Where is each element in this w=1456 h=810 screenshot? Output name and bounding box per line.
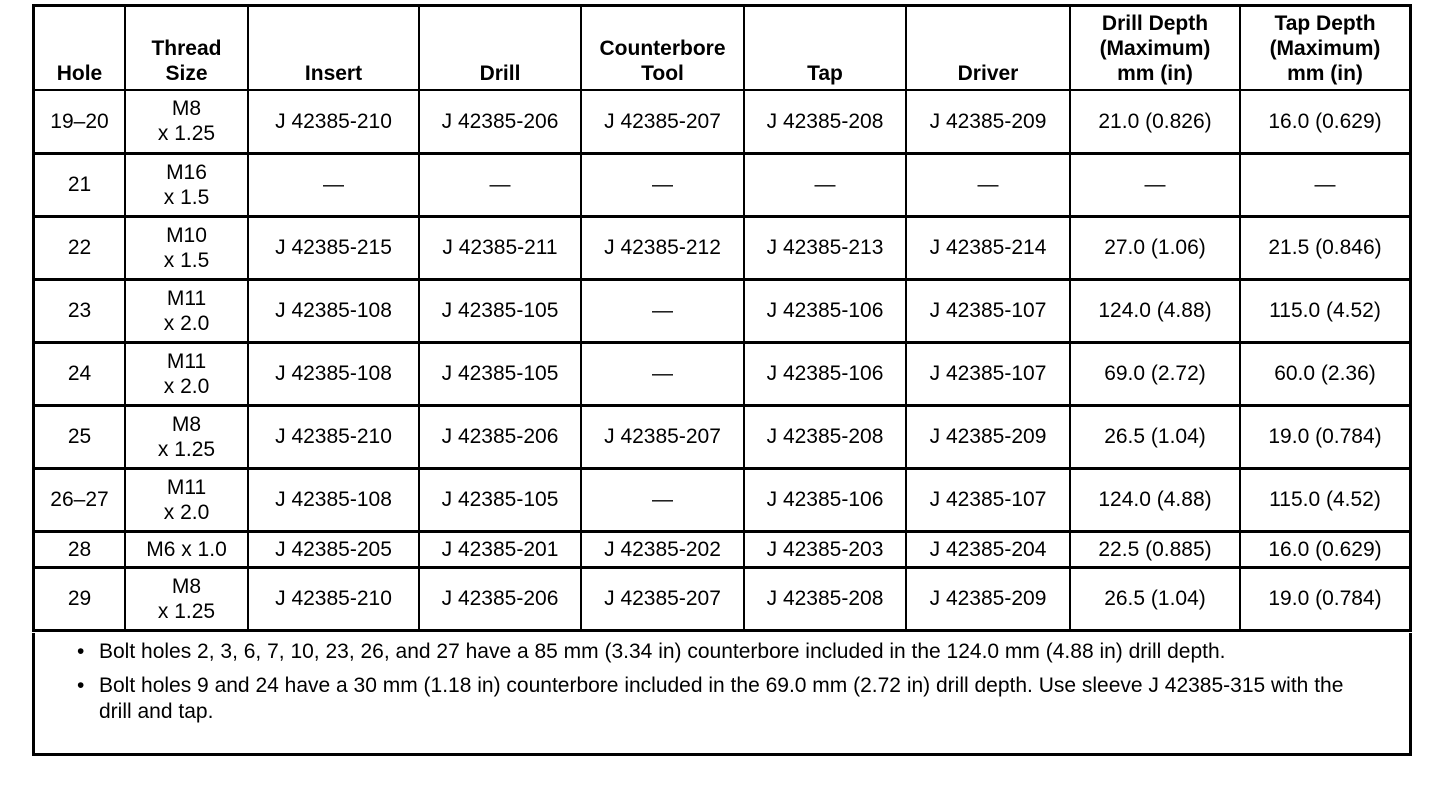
cell-value: 19–20: [50, 109, 109, 133]
cell-value: 19.0 (0.784): [1268, 425, 1382, 448]
table-row: [35, 153, 1409, 216]
driver-cell: [906, 531, 1070, 567]
cell-value: J 42385-205: [275, 537, 392, 561]
header-line: mm (in): [1117, 62, 1193, 85]
hole-cell: [35, 567, 125, 630]
hole-cell: [35, 531, 125, 567]
counterbore-cell: [581, 342, 744, 405]
cell-value: —: [652, 362, 673, 385]
cell-value: J 42385-207: [604, 425, 721, 448]
cell-value: J 42385-215: [275, 236, 392, 259]
cell-value: J 42385-206: [441, 109, 559, 133]
cell-value: J 42385-208: [766, 425, 884, 448]
cell-value: J 42385-211: [442, 236, 558, 259]
tap-depth-cell: [1240, 405, 1409, 468]
drill-cell: [419, 468, 581, 531]
cell-value: J 42385-107: [929, 299, 1047, 322]
thread-size-line: M8: [171, 97, 202, 121]
cell-value: —: [652, 488, 673, 511]
cell-value: J 42385-210: [275, 425, 392, 448]
bullet-icon: •: [77, 674, 85, 697]
drill-cell: [419, 342, 581, 405]
hole-cell: [35, 90, 125, 153]
tool-table: [32, 4, 1412, 632]
table-row: [35, 468, 1409, 531]
insert-cell: [248, 468, 419, 531]
header-line: Hole: [56, 62, 103, 85]
header-tap-depth: [1240, 7, 1409, 90]
header-line: Tap Depth: [1274, 12, 1376, 35]
counterbore-cell: [581, 531, 744, 567]
tap-cell: [744, 342, 906, 405]
header-line: Tool: [641, 62, 684, 85]
drill-depth-cell: [1070, 90, 1240, 153]
cell-value: J 42385-107: [929, 488, 1047, 511]
drill-depth-cell: [1070, 279, 1240, 342]
hole-cell: [35, 279, 125, 342]
header-line: (Maximum): [1099, 37, 1211, 60]
tap-cell: [744, 468, 906, 531]
drill-depth-cell: [1070, 405, 1240, 468]
insert-cell: [248, 279, 419, 342]
hole-cell: [35, 468, 125, 531]
cell-value: 21.0 (0.826): [1098, 109, 1212, 133]
cell-value: 24: [67, 362, 92, 385]
cell-value: J 42385-206: [441, 587, 559, 610]
header-line: Counterbore: [599, 37, 726, 60]
cell-value: —: [814, 173, 836, 196]
cell-value: 29: [67, 587, 92, 610]
cell-value: J 42385-204: [929, 537, 1047, 561]
header-drill: [419, 7, 581, 90]
header-line: Thread: [151, 37, 222, 60]
cell-value: J 42385-106: [766, 488, 884, 511]
tool-spec-table: [35, 7, 1409, 632]
cell-value: J 42385-107: [929, 362, 1047, 385]
counterbore-cell: [581, 216, 744, 279]
table-row: [35, 531, 1409, 567]
tap-depth-cell: [1240, 153, 1409, 216]
header-thread-size: [125, 7, 248, 90]
cell-value: J 42385-213: [766, 236, 884, 259]
cell-value: 28: [67, 537, 92, 561]
cell-value: —: [1144, 173, 1166, 196]
cell-value: J 42385-108: [275, 299, 392, 322]
counterbore-cell: [581, 405, 744, 468]
tap-depth-cell: [1240, 90, 1409, 153]
cell-value: —: [652, 299, 673, 322]
cell-value: 22.5 (0.885): [1098, 537, 1212, 561]
driver-cell: [906, 90, 1070, 153]
drill-cell: [419, 90, 581, 153]
cell-value: 60.0 (2.36): [1274, 362, 1376, 385]
tap-depth-cell: [1240, 342, 1409, 405]
tap-depth-cell: [1240, 279, 1409, 342]
cell-value: J 42385-105: [441, 299, 559, 322]
thread-size-cell: [125, 153, 248, 216]
cell-value: —: [323, 173, 344, 196]
cell-value: 115.0 (4.52): [1269, 488, 1381, 511]
cell-value: 124.0 (4.88): [1098, 488, 1212, 511]
bullet-icon: •: [77, 640, 85, 663]
cell-value: J 42385-106: [766, 299, 884, 322]
table-row: [35, 216, 1409, 279]
thread-size-line: M10: [166, 223, 207, 247]
thread-size-line: x 1.25: [157, 122, 216, 146]
cell-value: 26.5 (1.04): [1104, 425, 1206, 448]
cell-value: J 42385-210: [275, 587, 392, 610]
hole-cell: [35, 342, 125, 405]
notes-box: [32, 633, 1412, 756]
thread-size-cell: [125, 90, 248, 153]
insert-cell: [248, 90, 419, 153]
driver-cell: [906, 279, 1070, 342]
cell-value: J 42385-212: [604, 236, 721, 259]
header-line: Driver: [957, 62, 1019, 85]
cell-value: 16.0 (0.629): [1268, 109, 1382, 133]
thread-size-line: M11: [166, 475, 207, 499]
cell-value: J 42385-209: [929, 425, 1047, 448]
cell-value: J 42385-210: [275, 109, 392, 133]
thread-size-cell: [125, 531, 248, 567]
cell-value: 19.0 (0.784): [1268, 587, 1382, 610]
tap-cell: [744, 567, 906, 630]
table-row: [35, 279, 1409, 342]
insert-cell: [248, 216, 419, 279]
drill-depth-cell: [1070, 216, 1240, 279]
header-line: Tap: [807, 62, 843, 85]
thread-size-line: x 1.5: [163, 185, 210, 209]
cell-value: 26–27: [50, 488, 109, 511]
table-row: [35, 90, 1409, 153]
thread-size-line: M8: [171, 574, 202, 598]
tap-depth-cell: [1240, 531, 1409, 567]
thread-size-line: M6 x 1.0: [146, 537, 227, 561]
cell-value: J 42385-108: [275, 362, 392, 385]
thread-size-cell: [125, 468, 248, 531]
table-row: [35, 567, 1409, 630]
cell-value: J 42385-207: [604, 109, 721, 133]
drill-cell: [419, 531, 581, 567]
cell-value: J 42385-108: [275, 488, 392, 511]
driver-cell: [906, 468, 1070, 531]
header-line: mm (in): [1287, 62, 1363, 85]
cell-value: J 42385-201: [441, 537, 559, 561]
driver-cell: [906, 153, 1070, 216]
cell-value: 124.0 (4.88): [1098, 299, 1212, 322]
thread-size-line: x 2.0: [163, 374, 210, 398]
cell-value: J 42385-208: [766, 109, 884, 133]
tap-cell: [744, 90, 906, 153]
header-line: Insert: [304, 62, 363, 85]
thread-size-line: M11: [166, 286, 207, 310]
tap-depth-cell: [1240, 567, 1409, 630]
cell-value: —: [652, 173, 673, 196]
thread-size-line: M16: [166, 160, 207, 184]
tap-cell: [744, 279, 906, 342]
counterbore-cell: [581, 567, 744, 630]
cell-value: 16.0 (0.629): [1268, 537, 1382, 561]
table-header: [35, 7, 1409, 90]
drill-depth-cell: [1070, 567, 1240, 630]
header-hole: [35, 7, 125, 90]
header-driver: [906, 7, 1070, 90]
tap-cell: [744, 216, 906, 279]
drill-cell: [419, 153, 581, 216]
counterbore-cell: [581, 153, 744, 216]
cell-value: —: [1314, 173, 1336, 196]
drill-depth-cell: [1070, 153, 1240, 216]
cell-value: 69.0 (2.72): [1104, 362, 1206, 385]
drill-cell: [419, 567, 581, 630]
thread-size-cell: [125, 405, 248, 468]
thread-size-line: x 2.0: [163, 311, 210, 335]
note-item: [77, 639, 1349, 665]
hole-cell: [35, 405, 125, 468]
driver-cell: [906, 342, 1070, 405]
cell-value: 25: [67, 425, 92, 448]
thread-size-line: M11: [166, 349, 207, 373]
counterbore-cell: [581, 468, 744, 531]
header-tap: [744, 7, 906, 90]
cell-value: 23: [67, 299, 92, 322]
tap-cell: [744, 405, 906, 468]
header-line: (Maximum): [1269, 37, 1381, 60]
thread-size-line: x 1.25: [157, 437, 216, 461]
hole-cell: [35, 216, 125, 279]
cell-value: 26.5 (1.04): [1104, 587, 1206, 610]
insert-cell: [248, 567, 419, 630]
driver-cell: [906, 405, 1070, 468]
cell-value: 21.5 (0.846): [1268, 236, 1382, 259]
header-counterbore-tool: [581, 7, 744, 90]
thread-size-cell: [125, 567, 248, 630]
counterbore-cell: [581, 279, 744, 342]
cell-value: J 42385-105: [441, 362, 559, 385]
cell-value: J 42385-209: [929, 109, 1047, 133]
cell-value: J 42385-206: [441, 425, 559, 448]
drill-cell: [419, 216, 581, 279]
cell-value: J 42385-208: [766, 587, 884, 610]
thread-size-cell: [125, 342, 248, 405]
cell-value: J 42385-106: [766, 362, 884, 385]
cell-value: 27.0 (1.06): [1104, 236, 1206, 259]
table-body: [35, 90, 1409, 630]
note-item: [77, 673, 1349, 725]
header-line: Drill Depth: [1101, 12, 1209, 35]
drill-cell: [419, 279, 581, 342]
cell-value: 21: [67, 173, 92, 196]
drill-depth-cell: [1070, 342, 1240, 405]
thread-size-cell: [125, 216, 248, 279]
insert-cell: [248, 405, 419, 468]
thread-size-line: x 1.25: [157, 599, 216, 623]
thread-size-line: M8: [171, 412, 202, 436]
thread-size-line: x 1.5: [163, 248, 210, 272]
cell-value: 115.0 (4.52): [1269, 299, 1381, 322]
header-insert: [248, 7, 419, 90]
note-text: Bolt holes 2, 3, 6, 7, 10, 23, 26, and 27 have a 85 mm (3.34 in) counterbore included in the 124.0 mm (4.88 in) drill depth.: [99, 640, 1226, 663]
hole-cell: [35, 153, 125, 216]
cell-value: J 42385-105: [441, 488, 559, 511]
thread-size-cell: [125, 279, 248, 342]
tap-cell: [744, 153, 906, 216]
counterbore-cell: [581, 90, 744, 153]
cell-value: J 42385-214: [929, 236, 1047, 259]
header-line: Size: [165, 62, 208, 85]
insert-cell: [248, 531, 419, 567]
header-row: [35, 7, 1409, 90]
note-text: Bolt holes 9 and 24 have a 30 mm (1.18 in) counterbore included in the 69.0 mm (2.72 in) drill depth. Use sleeve J 42385-315 with the drill and tap.: [99, 674, 1344, 723]
header-line: Drill: [479, 62, 521, 85]
tap-depth-cell: [1240, 216, 1409, 279]
insert-cell: [248, 342, 419, 405]
driver-cell: [906, 567, 1070, 630]
drill-depth-cell: [1070, 531, 1240, 567]
cell-value: J 42385-203: [766, 537, 884, 561]
cell-value: —: [977, 173, 999, 196]
tap-cell: [744, 531, 906, 567]
header-drill-depth: [1070, 7, 1240, 90]
driver-cell: [906, 216, 1070, 279]
tap-depth-cell: [1240, 468, 1409, 531]
cell-value: —: [489, 173, 511, 196]
cell-value: J 42385-207: [604, 587, 721, 610]
thread-size-line: x 2.0: [163, 500, 210, 524]
insert-cell: [248, 153, 419, 216]
cell-value: J 42385-209: [929, 587, 1047, 610]
drill-cell: [419, 405, 581, 468]
table-row: [35, 405, 1409, 468]
drill-depth-cell: [1070, 468, 1240, 531]
table-row: [35, 342, 1409, 405]
cell-value: 22: [67, 236, 92, 259]
cell-value: J 42385-202: [604, 537, 721, 561]
